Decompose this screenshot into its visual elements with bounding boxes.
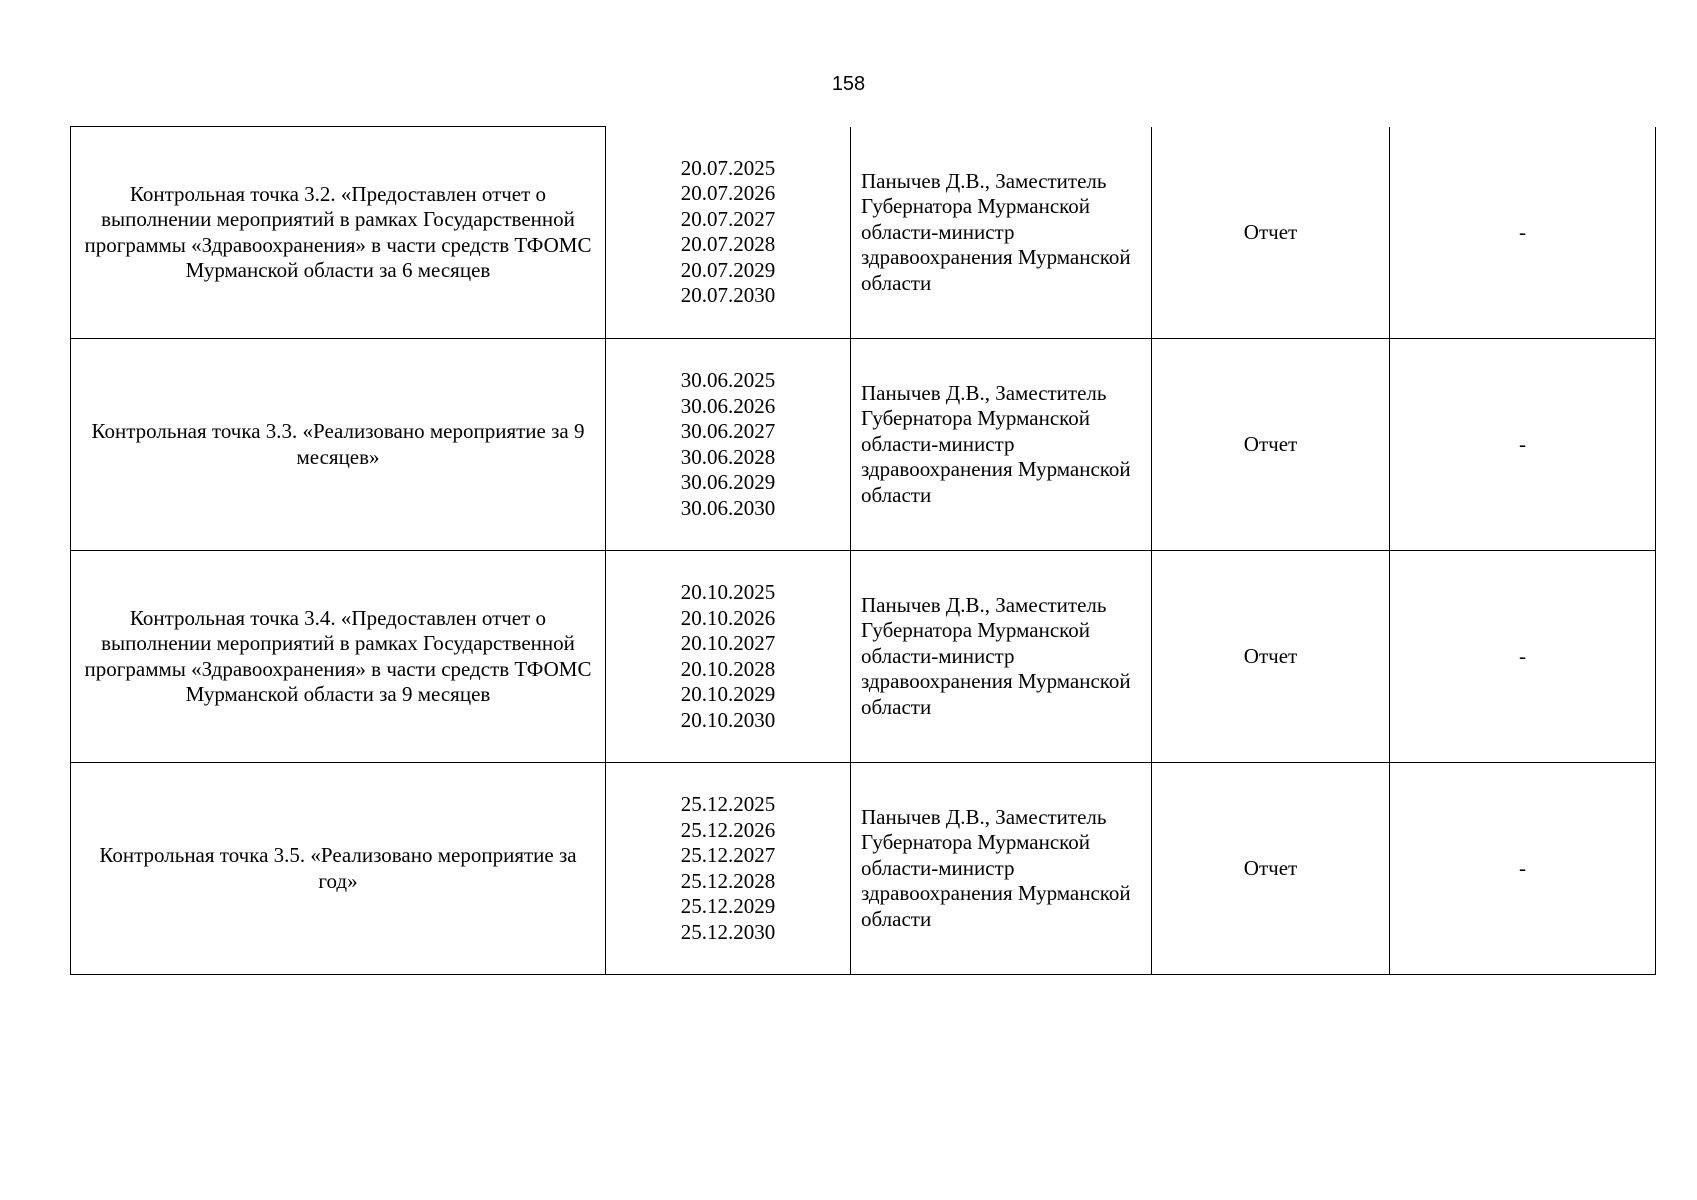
document-type: Отчет [1152, 551, 1390, 763]
date-value: 30.06.2028 [680, 444, 776, 469]
date-value: 25.12.2025 [680, 792, 776, 816]
date-value: 20.07.2030 [680, 283, 776, 308]
date-value: 20.10.2025 [680, 580, 776, 604]
note-cell: - [1390, 763, 1656, 975]
control-point-name: Контрольная точка 3.4. «Предоставлен отчет о выполнении мероприятий в рамках Государственной программы «Здравоохранения» в части средств ТФОМС Мурманской области за 9 месяцев [71, 551, 606, 763]
note-cell: - [1390, 551, 1656, 763]
note-cell: - [1390, 339, 1656, 551]
date-value: 30.06.2027 [680, 419, 776, 443]
date-value: 20.07.2025 [680, 155, 776, 180]
date-value: 30.06.2029 [680, 470, 776, 494]
control-point-dates [606, 339, 851, 551]
document-type: Отчет [1152, 339, 1390, 551]
date-value: 20.07.2026 [680, 181, 776, 206]
date-value: 25.12.2030 [680, 919, 776, 944]
table-row [71, 339, 1656, 551]
date-value: 20.10.2029 [680, 682, 776, 706]
date-value: 20.07.2028 [680, 232, 776, 257]
responsible-person: Панычев Д.В., Заместитель Губернатора Мурманской области-министр здравоохранения Мурманской области [851, 127, 1152, 339]
date-value: 30.06.2030 [680, 495, 776, 520]
date-value: 25.12.2028 [680, 868, 776, 893]
control-point-dates [606, 551, 851, 763]
responsible-person: Панычев Д.В., Заместитель Губернатора Мурманской области-министр здравоохранения Мурманской области [851, 763, 1152, 975]
date-value: 30.06.2025 [680, 368, 776, 392]
page-number: 158 [831, 73, 866, 95]
document-type: Отчет [1152, 127, 1390, 339]
responsible-person: Панычев Д.В., Заместитель Губернатора Мурманской области-министр здравоохранения Мурманской области [851, 339, 1152, 551]
date-value: 20.10.2026 [680, 605, 776, 630]
control-point-name: Контрольная точка 3.5. «Реализовано мероприятие за год» [71, 763, 606, 975]
date-value: 20.10.2028 [680, 656, 776, 681]
table-row [71, 551, 1656, 763]
document-type: Отчет [1152, 763, 1390, 975]
responsible-person: Панычев Д.В., Заместитель Губернатора Мурманской области-министр здравоохранения Мурманской области [851, 551, 1152, 763]
date-value: 25.12.2027 [680, 843, 776, 867]
date-value: 20.10.2027 [680, 631, 776, 655]
date-value: 25.12.2029 [680, 894, 776, 918]
date-value: 30.06.2026 [680, 393, 776, 418]
date-value: 20.07.2027 [680, 206, 776, 231]
control-point-dates [606, 127, 851, 339]
control-points-table [70, 126, 1656, 975]
control-point-dates [606, 763, 851, 975]
date-value: 20.07.2029 [680, 257, 776, 282]
table-row [71, 127, 1656, 339]
date-value: 20.10.2030 [680, 707, 776, 732]
table-row [71, 763, 1656, 975]
control-point-name: Контрольная точка 3.2. «Предоставлен отчет о выполнении мероприятий в рамках Государственной программы «Здравоохранения» в части средств ТФОМС Мурманской области за 6 месяцев [71, 127, 606, 339]
control-point-name: Контрольная точка 3.3. «Реализовано мероприятие за 9 месяцев» [71, 339, 606, 551]
note-cell: - [1390, 127, 1656, 339]
date-value: 25.12.2026 [680, 817, 776, 842]
